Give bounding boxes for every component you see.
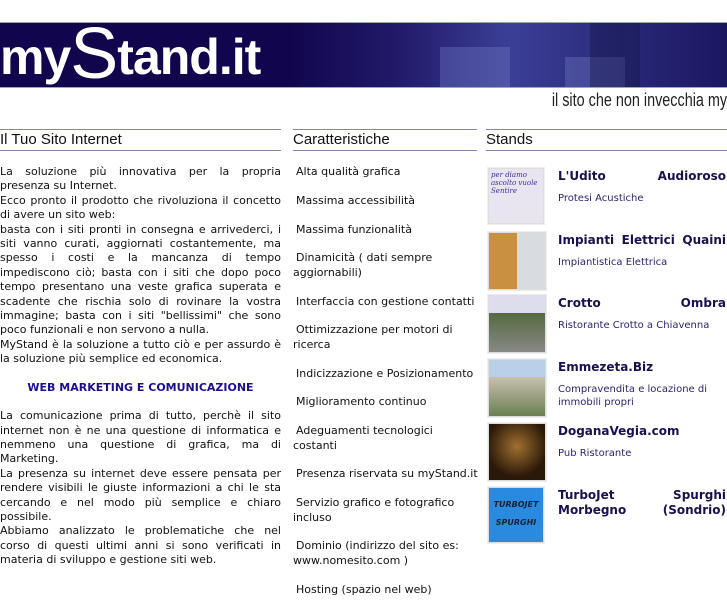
logo-text: S [70, 14, 118, 94]
stand-thumbnail[interactable] [488, 295, 546, 353]
stand-title[interactable]: DoganaVegia.com [558, 424, 680, 438]
feature-item: Dinamicità ( dati sempre aggiornabili) [293, 251, 433, 279]
stand-description: Pub Ristorante [558, 448, 632, 459]
paragraph: La presenza su internet deve essere pensata per rendere visibili le giuste informazioni a chi le sta cercando e nel modo più semplice e chiaro possibile. [0, 466, 281, 523]
intro-text [0, 165, 281, 568]
stand-thumbnail[interactable] [488, 232, 546, 290]
column-title-left: Il Tuo Sito Internet [0, 129, 281, 151]
feature-item: Alta qualità grafica [296, 165, 401, 178]
stand-thumbnail[interactable] [488, 359, 546, 417]
stand-thumbnail[interactable] [488, 423, 546, 481]
stand-thumbnail[interactable] [488, 168, 544, 224]
stand-item[interactable] [486, 166, 727, 224]
stand-description: Compravendita e locazione di immobili propri [558, 384, 707, 408]
paragraph: Abbiamo analizzato le problematiche che nel corso di questi ultimi anni si sono verificati in materia di sviluppo e gestione siti web. [0, 524, 281, 567]
section-heading: WEB MARKETING E COMUNICAZIONE [27, 380, 254, 394]
column-title-stands: Stands [486, 129, 727, 151]
paragraph: La soluzione più innovativa per la propria presenza su Internet. [0, 165, 281, 193]
paragraph: Ecco pronto il prodotto che rivoluziona il concetto di avere un sito web: [0, 193, 281, 222]
stand-description: Protesi Acustiche [558, 193, 644, 204]
stand-item[interactable] [486, 357, 727, 415]
thumbnail-text: TURBOJET SPURGHI [493, 500, 539, 527]
thumbnail-text: per diamo ascolto vuole Sentire [491, 171, 538, 195]
stand-item[interactable] [486, 421, 727, 479]
feature-item: Indicizzazione e Posizionamento [296, 366, 474, 380]
stand-description: Ristorante Crotto a Chiavenna [558, 320, 710, 331]
stand-item[interactable] [486, 485, 727, 543]
stand-title[interactable]: Emmezeta.Biz [558, 360, 654, 374]
stand-title[interactable]: Impianti Elettrici Quaini [558, 233, 726, 247]
stand-description: Impiantistica Elettrica [558, 257, 668, 268]
logo-text: my [0, 29, 71, 85]
stand-thumbnail[interactable] [488, 487, 544, 543]
feature-item: Massima accessibilità [296, 193, 416, 207]
stand-title[interactable]: Crotto Ombra [558, 296, 726, 310]
logo-text: tand.it [117, 29, 261, 85]
column-title-features: Caratteristiche [293, 129, 477, 151]
feature-item: Ottimizzazione per motori di ricerca [293, 323, 453, 351]
feature-item: Servizio grafico e fotografico incluso [293, 496, 455, 524]
stand-title[interactable]: L'Udito Audioroso [558, 169, 726, 183]
feature-item: Dominio (indirizzo del sito es: www.nomesito.com ) [293, 539, 459, 567]
feature-item: Interfaccia con gestione contatti [296, 294, 475, 308]
site-logo[interactable] [0, 14, 261, 94]
feature-item: Hosting (spazio nel web) [296, 582, 432, 596]
stand-item[interactable] [486, 293, 727, 351]
paragraph: basta con i siti pronti in consegna e arrivederci, i siti vanno curati, aggiornati costantemente, ma spesso i costi e la mancanza di tempo impediscono ciò; basta con i siti che dopo poco tempo presentano una veste grafica superata e scadente che rischia solo di rovinare la vostra immagine; basta con i siti "bellissimi" che sono poco funzionali e non servono a nulla. [0, 222, 281, 337]
stand-item[interactable] [486, 230, 727, 288]
building-graphic [590, 23, 640, 87]
feature-item: Massima funzionalità [296, 222, 412, 236]
feature-item: Adeguamenti tecnologici costanti [293, 424, 433, 452]
paragraph: La comunicazione prima di tutto, perchè il sito internet non è ne una questione di informatica e nemmeno una questione di grafica, ma di Marketing. [0, 409, 281, 466]
building-graphic [440, 47, 510, 87]
tagline: il sito che non invecchia my [551, 90, 727, 110]
feature-item: Presenza riservata su myStand.it [296, 467, 478, 481]
paragraph: MyStand è la soluzione a tutto ciò e per assurdo è la soluzione più semplice ed economica. [0, 337, 281, 366]
stand-title[interactable]: TurboJet Spurghi Morbegno (Sondrio) [558, 488, 726, 517]
features-list [293, 165, 478, 611]
feature-item: Miglioramento continuo [296, 395, 427, 409]
